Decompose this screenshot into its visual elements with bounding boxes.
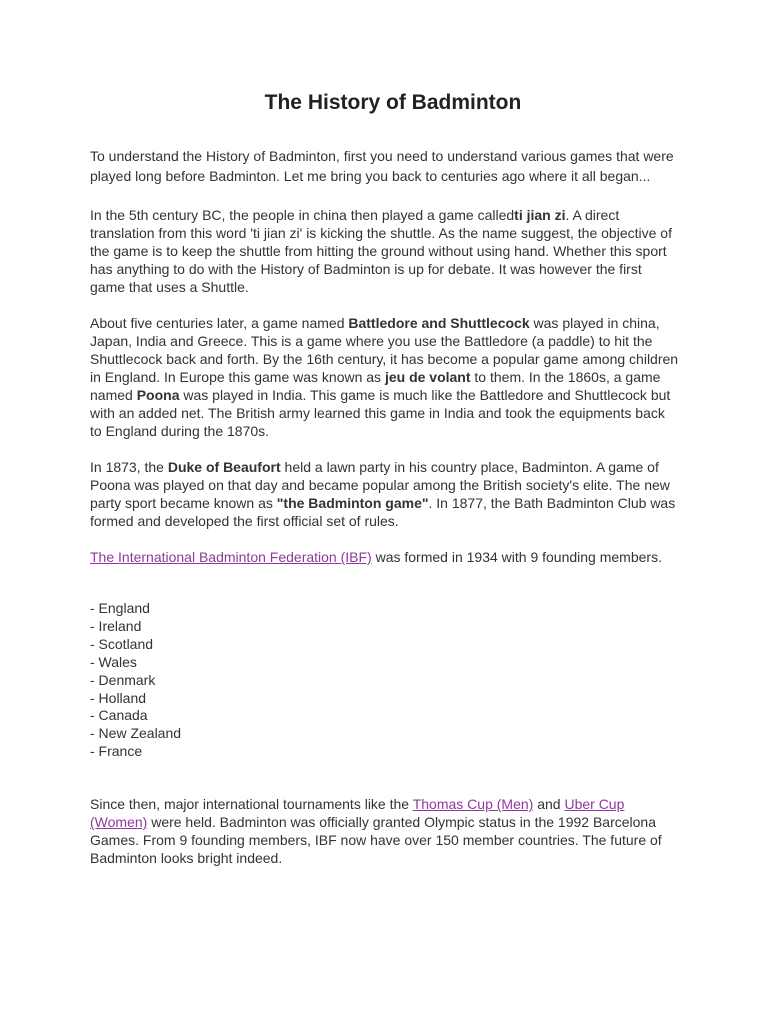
paragraph-ibf: [90, 548, 680, 566]
document-page: [90, 90, 680, 885]
list-item: - Canada: [90, 707, 148, 724]
text: were held. Badminton was officially granted Olympic status in the 1992 Barcelona Games. From 9 founding members, IBF now have over 150 member countries. The future of Badminton looks bright indeed.: [90, 814, 662, 867]
intro-paragraph: To understand the History of Badminton, first you need to understand various games that were played long before Badminton. Let me bring you back to centuries ago where it all began...: [90, 148, 674, 184]
text: was formed in 1934 with 9 founding members.: [371, 549, 662, 565]
bold-term: ti jian zi: [514, 207, 566, 223]
founding-members-list: [90, 600, 680, 761]
bold-term: jeu de volant: [384, 369, 471, 385]
ibf-link[interactable]: The International Badminton Federation (IBF): [90, 549, 372, 565]
paragraph-tournaments: [90, 795, 680, 867]
list-item: - Scotland: [90, 635, 154, 652]
bold-term: Duke of Beaufort: [167, 459, 281, 475]
list-item: - Wales: [90, 653, 137, 670]
list-item: - England: [90, 600, 150, 616]
page-title: The History of Badminton: [264, 91, 522, 114]
text: In the 5th century BC, the people in china then played a game called: [90, 207, 515, 223]
list-item: - Holland: [90, 689, 147, 706]
paragraph-duke-of-beaufort: [90, 458, 680, 530]
text: In 1873, the: [90, 459, 168, 475]
list-item: - Ireland: [90, 617, 142, 634]
text: Since then, major international tournaments like the: [90, 796, 413, 813]
list-item: - New Zealand: [90, 725, 182, 742]
text: . A direct translation from this word 'ti jian zi' is kicking the shuttle. As the name suggest, the objective of the game is to keep the shuttle from hitting the ground without using hand. Whether this sport has anything to do with the History of Badminton is up for debate. It was however the first game that uses a Shuttle.: [90, 207, 672, 295]
uber-cup-link[interactable]: Uber Cup (Women): [90, 796, 625, 831]
text: was played in India. This game is much like the Battledore and Shuttlecock but with an added net. The British army learned this game in India and took the equipments back to England during the 1870s.: [90, 387, 671, 439]
bold-term: Poona: [136, 387, 180, 403]
list-item: - France: [90, 743, 143, 760]
paragraph-ti-jian-zi: [90, 206, 680, 296]
text: was played in china, Japan, India and Greece. This is a game where you use the Battledore (a paddle) to hit the Shuttlecock back and forth. By the 16th century, it has become a popular game among children in England. In Europe this game was known as: [90, 315, 679, 385]
paragraph-battledore: [90, 314, 680, 440]
text: and: [533, 796, 565, 813]
list-item: - Denmark: [90, 671, 156, 688]
bold-term: Battledore and Shuttlecock: [348, 315, 530, 331]
text: to them. In the 1860s, a game named: [90, 369, 661, 403]
thomas-cup-link[interactable]: Thomas Cup (Men): [412, 796, 534, 813]
bold-term: "the Badminton game": [276, 495, 429, 511]
text: About five centuries later, a game named: [90, 315, 349, 331]
text: . In 1877, the Bath Badminton Club was formed and developed the first official set of rules.: [90, 495, 676, 529]
text: held a lawn party in his country place, Badminton. A game of Poona was played on that day and became popular among the British society's elite. The new party sport became known as: [90, 459, 670, 511]
